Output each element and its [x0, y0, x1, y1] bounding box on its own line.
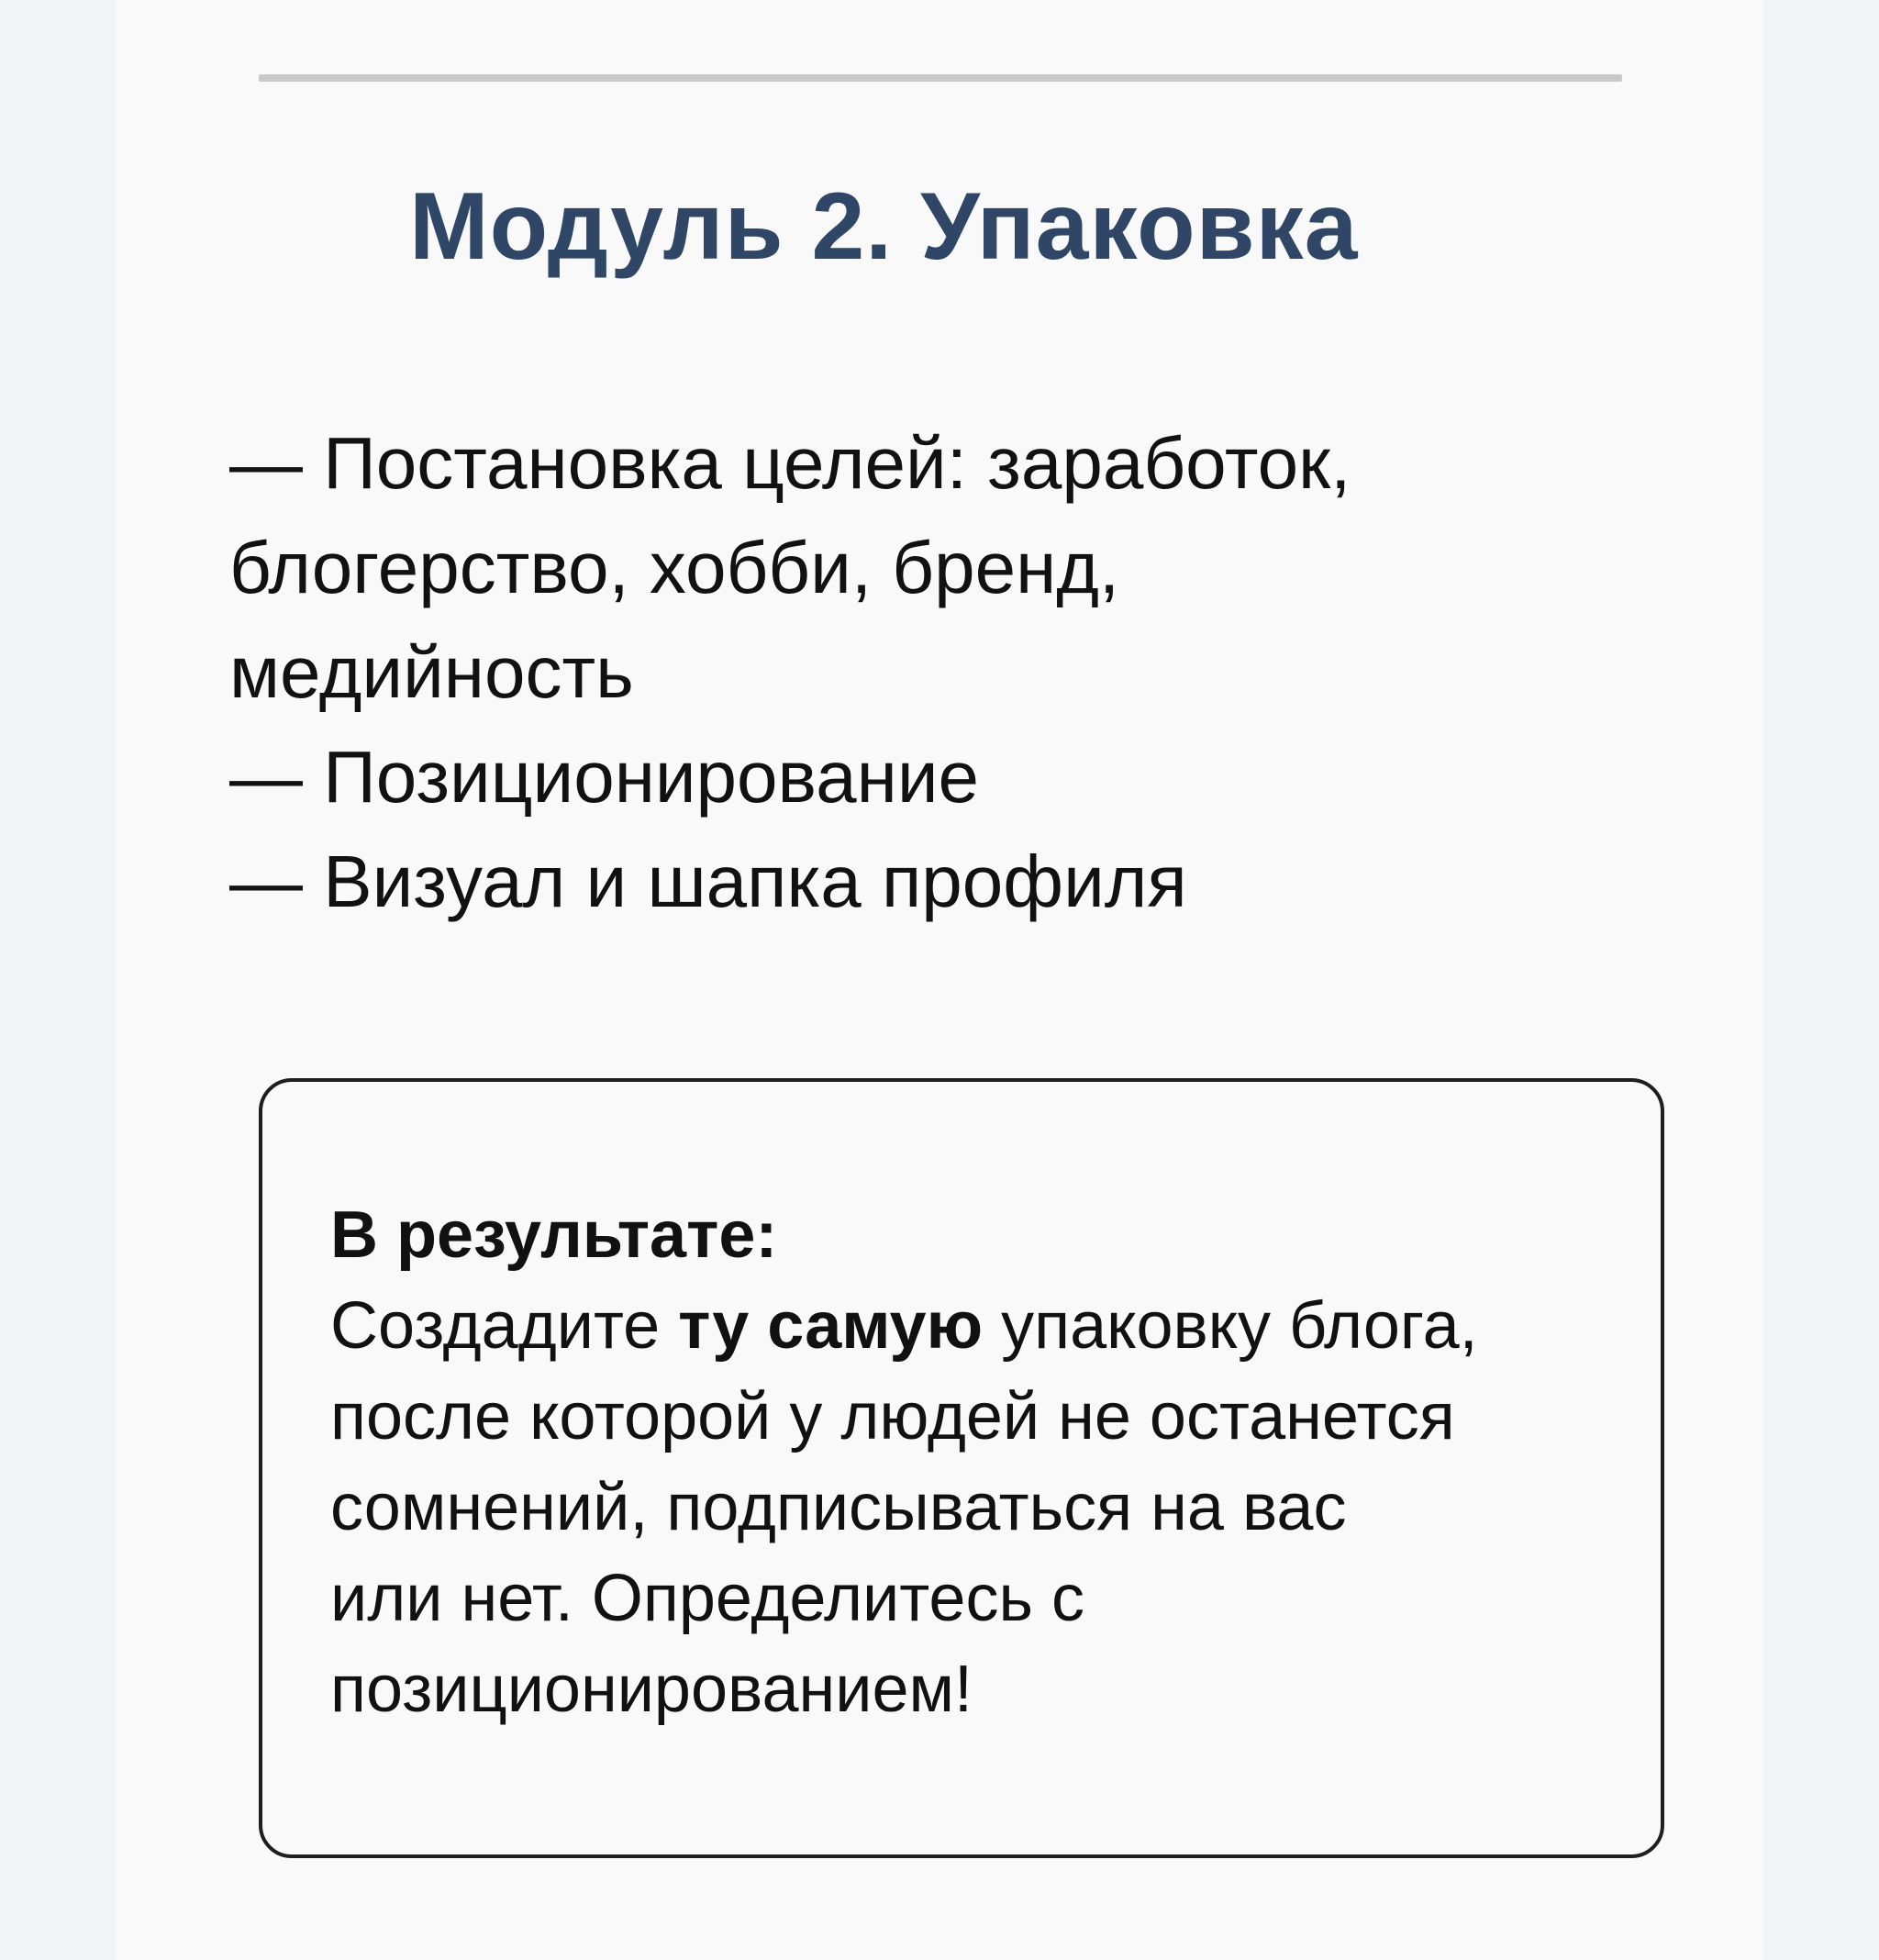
section-divider [259, 74, 1622, 82]
topic-line: — Позиционирование [229, 736, 979, 818]
result-line: позиционированием! [330, 1653, 973, 1726]
result-line-prefix: Создадите [330, 1289, 679, 1363]
result-card [259, 1078, 1664, 1858]
module-title: Модуль 2. Упаковка [409, 173, 1359, 280]
result-heading: В результате: [330, 1198, 778, 1272]
result-line: или нет. Определитесь с [330, 1562, 1084, 1635]
topics-list [229, 411, 1661, 934]
topic-line: блогерство, хобби, бренд, [229, 527, 1120, 608]
result-text [330, 1190, 1633, 1735]
result-line: после которой у людей не останется [330, 1380, 1455, 1453]
result-line: сомнений, подписываться на вас [330, 1471, 1347, 1544]
topic-line: медийность [229, 631, 634, 713]
result-line [330, 1281, 1633, 1372]
topic-line: — Постановка целей: заработок, [229, 422, 1351, 504]
result-line-suffix: упаковку блога, [983, 1289, 1478, 1363]
topic-line: — Визуал и шапка профиля [229, 841, 1187, 922]
result-emphasis: ту самую [678, 1289, 984, 1363]
